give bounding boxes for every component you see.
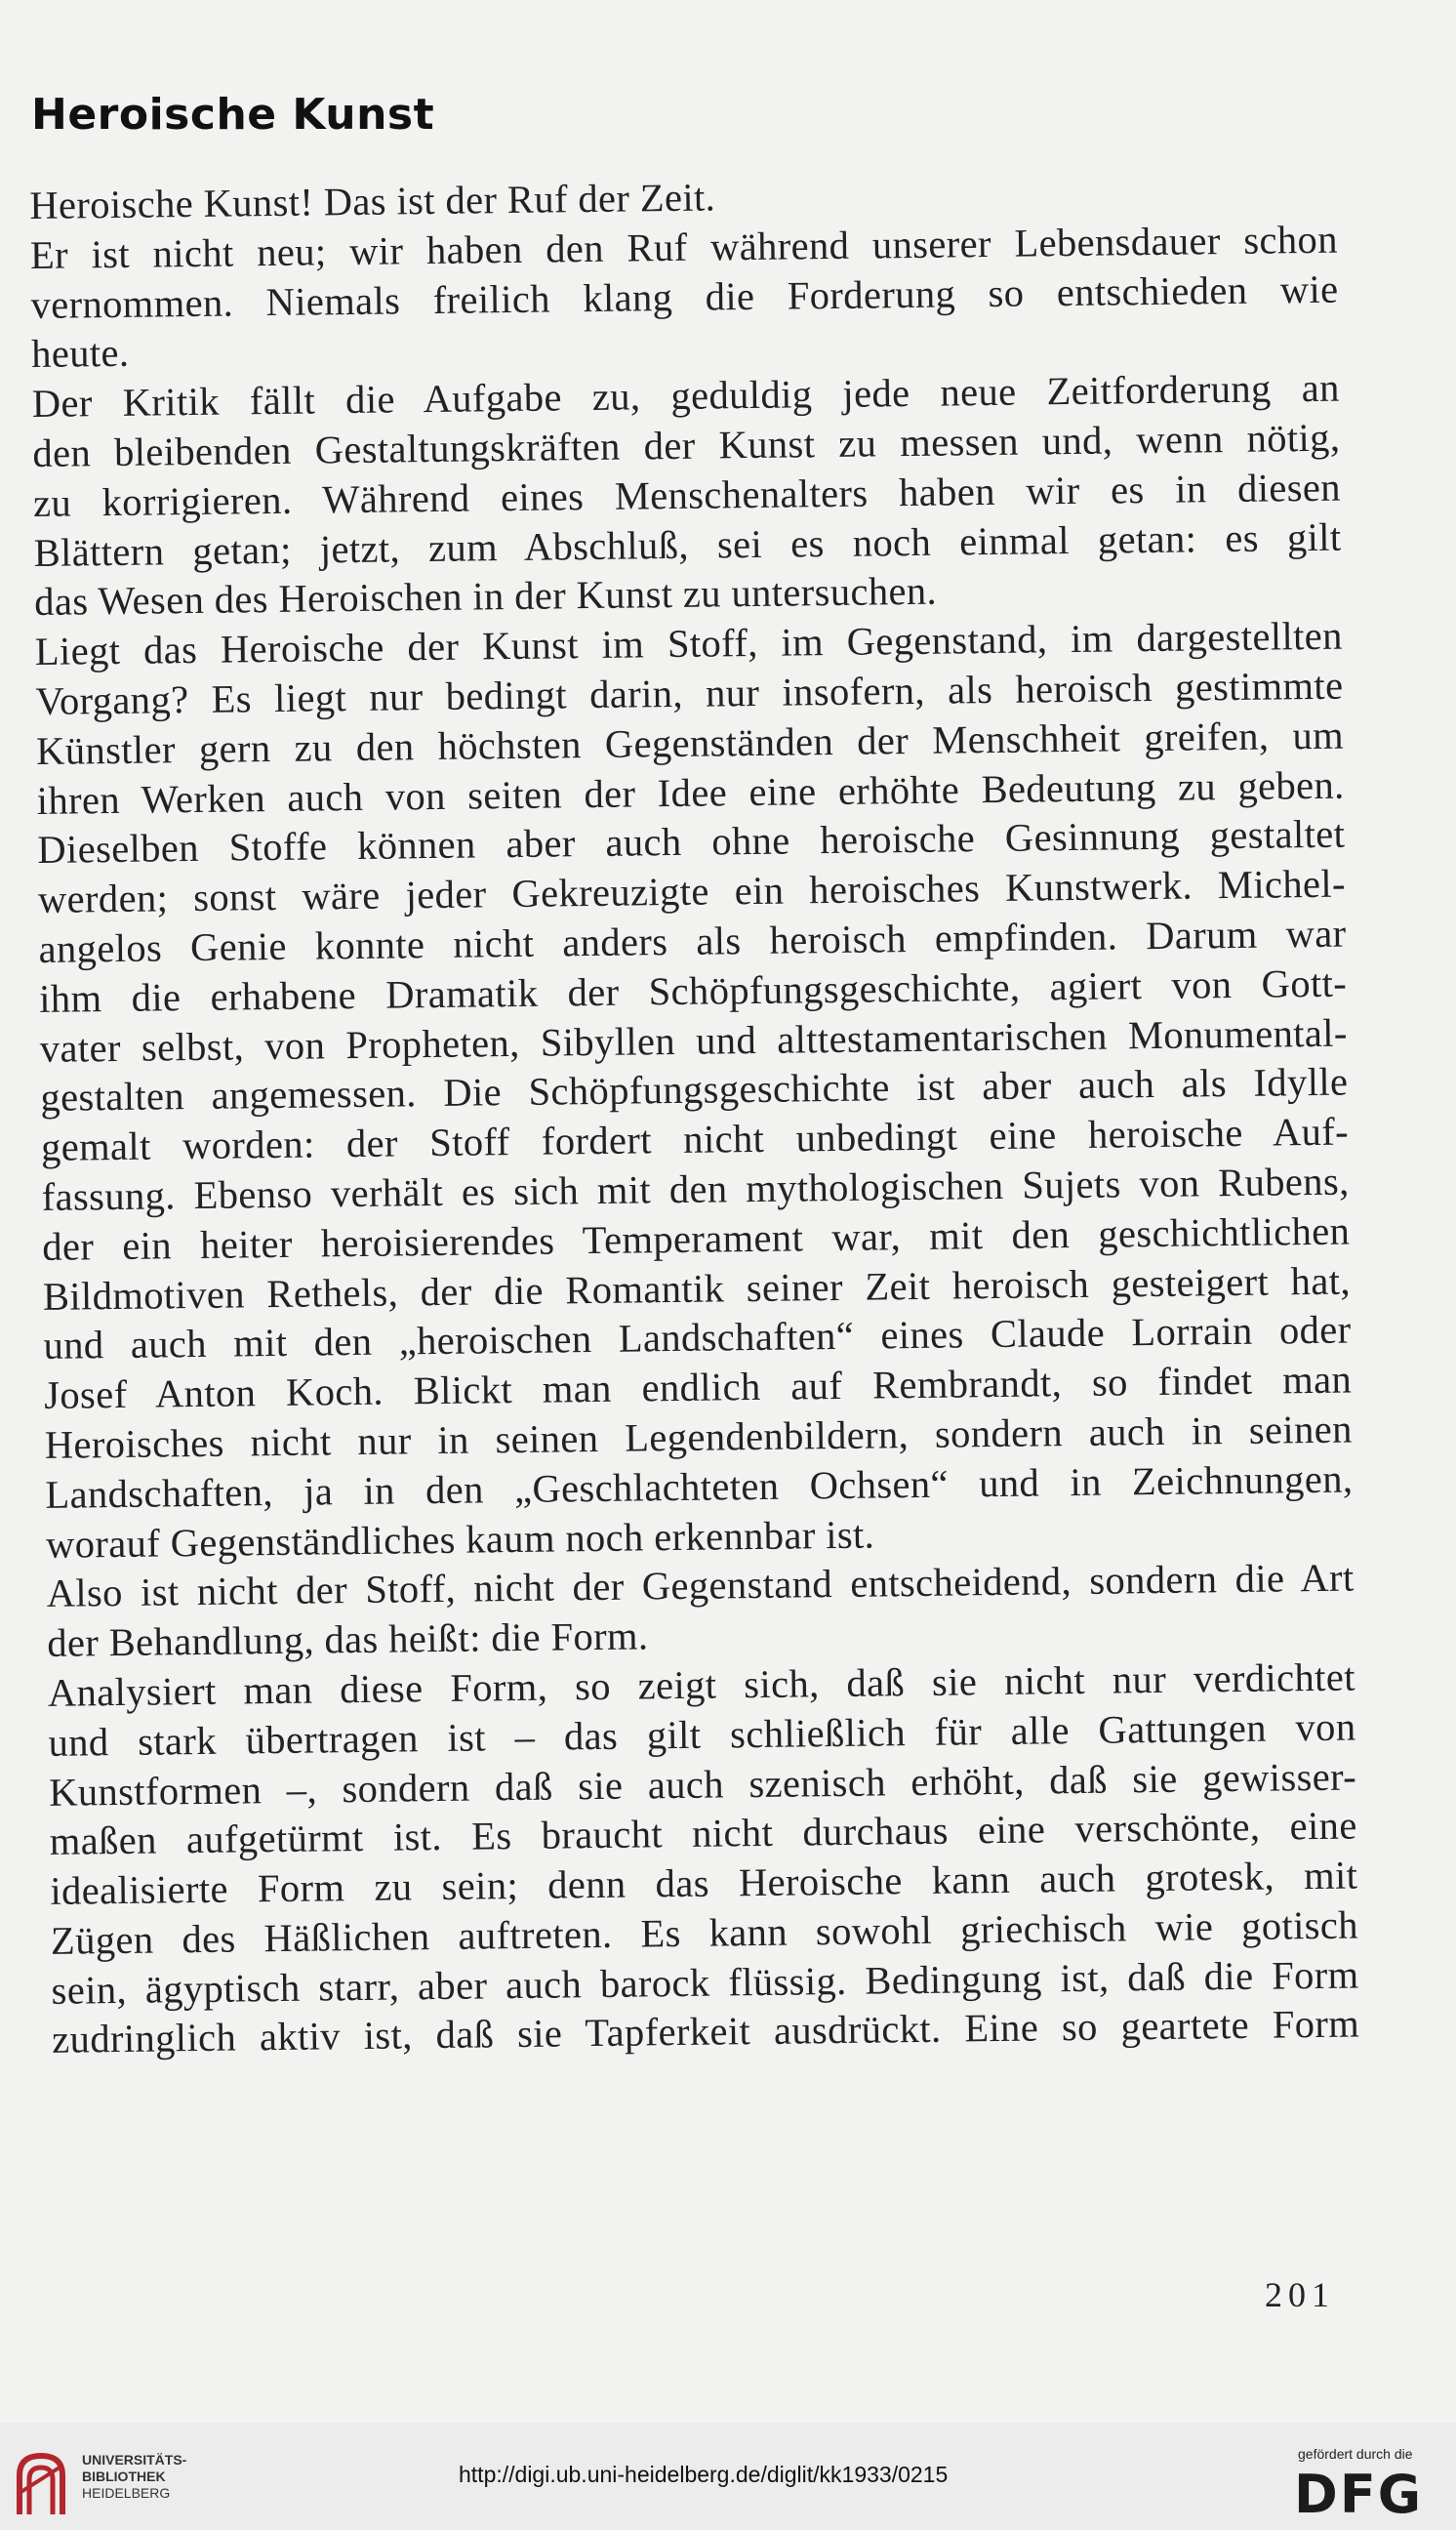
text-line: fassung. Ebenso verhält es sich mit den mythologischen Sujets von Rubens, xyxy=(41,1159,1350,1219)
text-line: Vorgang? Es liegt nur bedingt darin, nur insofern, als heroisch gestimmte xyxy=(35,663,1344,723)
text-line: Blättern getan; jetzt, zum Abschluß, sei es noch einmal getan: es gilt xyxy=(33,514,1342,575)
permalink-url[interactable]: http://digi.ub.uni-heidelberg.de/diglit/kk1933/0215 xyxy=(459,2462,949,2487)
text-line: Heroisches nicht nur in seinen Legendenbildern, sondern auch in seinen xyxy=(44,1407,1353,1467)
text-line: Kunstformen –, sondern daß sie auch szenisch erhöht, daß sie gewisser- xyxy=(48,1754,1357,1815)
text-line: Er ist nicht neu; wir haben den Ruf während unserer Lebensdauer schon xyxy=(29,217,1339,277)
page-number: 201 xyxy=(1265,2275,1335,2314)
text-line: Künstler gern zu den höchsten Gegenständen der Menschheit greifen, um xyxy=(35,713,1345,773)
text-line: Josef Anton Koch. Blickt man endlich auf Rembrandt, so findet man xyxy=(43,1357,1353,1418)
dfg-logo: DFG xyxy=(1294,2464,1424,2525)
funding-caption: gefördert durch die xyxy=(1298,2446,1413,2462)
text-line: der ein heiter heroisierendes Temperament war, mit den geschichtlichen xyxy=(42,1208,1351,1269)
text-line: Landschaften, ja in den „Geschlachteten Ochsen“ und in Zeichnungen, xyxy=(45,1456,1354,1517)
library-name-line: UNIVERSITÄTS- xyxy=(82,2452,187,2468)
viewer-footer xyxy=(0,2423,1456,2530)
text-line: Analysiert man diese Form, so zeigt sich, daß sie nicht nur verdichtet xyxy=(47,1654,1356,1715)
text-line: und auch mit den „heroischen Landschaften“ eines Claude Lorrain oder xyxy=(43,1307,1352,1368)
text-line: das Wesen des Heroischen in der Kunst zu untersuchen. xyxy=(33,569,938,625)
text-line: Zügen des Häßlichen auftreten. Es kann sowohl griechisch wie gotisch xyxy=(50,1902,1359,1963)
text-line: werden; sonst wäre jeder Gekreuzigte ein heroisches Kunstwerk. Michel- xyxy=(37,861,1347,922)
library-name-line: BIBLIOTHEK xyxy=(82,2469,166,2484)
text-line: ihren Werken auch von seiten der Idee eine erhöhte Bedeutung zu geben. xyxy=(36,762,1345,823)
text-line: angelos Genie konnte nicht anders als heroisch empfinden. Darum war xyxy=(38,911,1347,971)
text-line: sein, ägyptisch starr, aber auch barock flüssig. Bedingung ist, daß die Form xyxy=(51,1952,1359,2013)
text-line: gemalt worden: der Stoff fordert nicht unbedingt eine heroische Auf- xyxy=(40,1109,1350,1170)
text-line: den bleibenden Gestaltungskräften der Kunst zu messen und, wenn nötig, xyxy=(32,415,1341,475)
text-line: Also ist nicht der Stoff, nicht der Gegenstand entscheidend, sondern die Art xyxy=(46,1555,1355,1616)
text-line: Heroische Kunst! Das ist der Ruf der Zeit. xyxy=(29,175,716,227)
text-line: zudringlich aktiv ist, daß sie Tapferkeit ausdrückt. Eine so geartete Form xyxy=(51,2001,1360,2062)
text-line: Bildmotiven Rethels, der die Romantik seiner Zeit heroisch gesteigert hat, xyxy=(42,1258,1352,1319)
library-name-line: HEIDELBERG xyxy=(82,2485,171,2501)
text-line: idealisierte Form zu sein; denn das Heroische kann auch grotesk, mit xyxy=(50,1853,1358,1913)
text-line: der Behandlung, das heißt: die Form. xyxy=(47,1613,649,1665)
text-line: ihm die erhabene Dramatik der Schöpfungsgeschichte, agiert von Gott- xyxy=(38,960,1348,1021)
library-name xyxy=(82,2452,186,2502)
text-line: und stark übertragen ist – das gilt schließlich für alle Gattungen von xyxy=(48,1704,1356,1765)
text-line: zu korrigieren. Während eines Menschenalters haben wir es in diesen xyxy=(32,465,1342,525)
text-line: worauf Gegenständliches kaum noch erkennbar ist. xyxy=(45,1512,875,1567)
text-line: heute. xyxy=(30,331,130,377)
text-line: Dieselben Stoffe können aber auch ohne heroische Gesinnung gestaltet xyxy=(37,811,1346,873)
university-library-logo-icon xyxy=(14,2446,68,2518)
text-line: gestalten angemessen. Die Schöpfungsgeschichte ist aber auch als Idylle xyxy=(40,1059,1349,1121)
article-body xyxy=(29,166,1359,2066)
text-line: maßen aufgetürmt ist. Es braucht nicht durchaus eine verschönte, eine xyxy=(49,1803,1357,1864)
page-heading: Heroische Kunst xyxy=(31,90,435,140)
text-line: Liegt das Heroische der Kunst im Stoff, im Gegenstand, im dargestellten xyxy=(34,613,1344,674)
text-line: vater selbst, von Propheten, Sibyllen und alttestamentarischen Monumental- xyxy=(39,1010,1349,1071)
text-line: Der Kritik fällt die Aufgabe zu, geduldig jede neue Zeitforderung an xyxy=(31,365,1340,427)
text-line: vernommen. Niemals freilich klang die Forderung so entschieden wie xyxy=(30,266,1339,327)
